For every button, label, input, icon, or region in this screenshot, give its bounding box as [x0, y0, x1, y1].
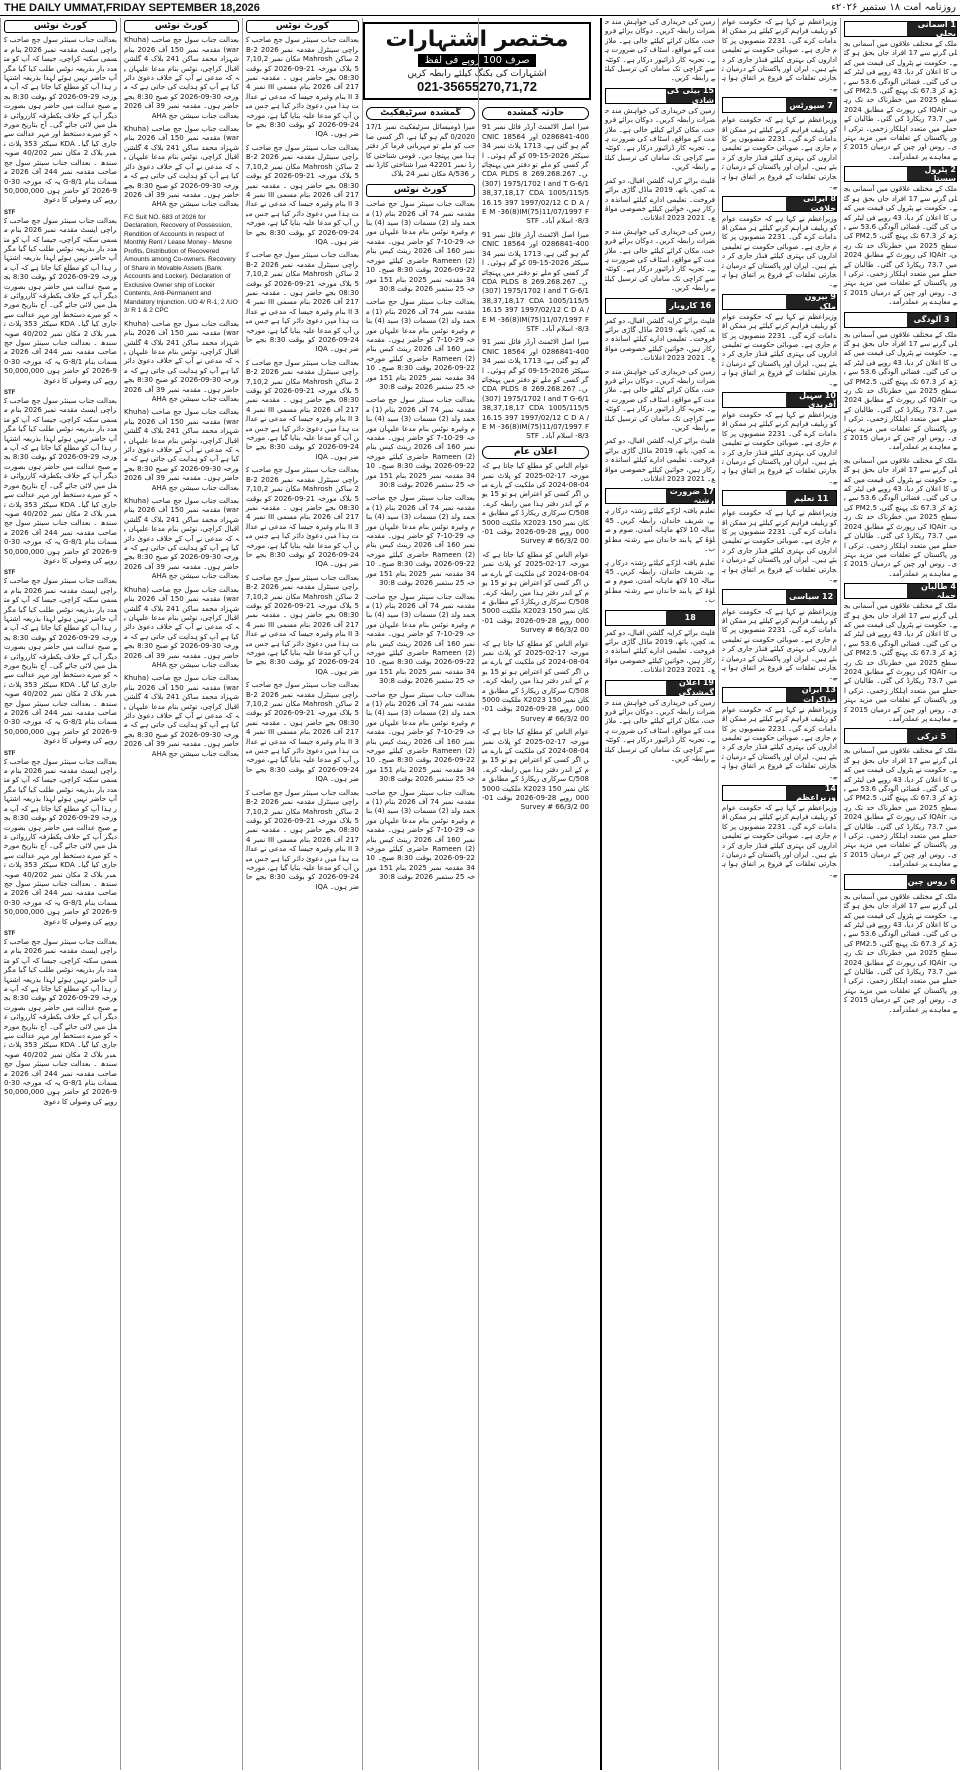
court-notice-text: بعدالت جناب سول جج صاحب (Khuhawar) مقدمہ نمبر 150 آف 2026 بنام شہزاد محمد ساکن 241 بلاک 4 گلشن اقبال کراچی، نوٹس بنام مدعا علیہان یہ کہ مدعی نے آپ کے خلاف دعویٰ دائر کیا ہے آپ کو ہدایت کی جاتی ہے کہ مورخہ 30-09-2026 کو صبح 8:30 بجے حاضر ہوں۔ مقدمہ نمبر 39 آف 2026 بعدالت جناب سیشن جج AHA — [124, 36, 240, 120]
masthead-english: THE DAILY UMMAT,FRIDAY SEPTEMBER 18,2026 — [4, 1, 260, 14]
news-text: وزیراعظم نے کہا ہے کہ حکومت عوام کو ریلیف فراہم کرنے کیلئے ہر ممکن اقدامات کرے گی۔ 2231 منصوبوں پر کام جاری ہے۔ صوبائی حکومت نے تعلیمی اداروں کی بہتری کیلئے فنڈز جاری کر دیئے ہیں۔ ایران اور پاکستان کے درمیان تجارتی تعلقات کے فروغ پر اتفاق ہوا ہے۔ — [722, 607, 837, 682]
news-text: وزیراعظم نے کہا ہے کہ حکومت عوام کو ریلیف فراہم کرنے کیلئے ہر ممکن اقدامات کرے گی۔ 2231 منصوبوں پر کام جاری ہے۔ صوبائی حکومت نے تعلیمی اداروں کی بہتری کیلئے فنڈز جاری کر دیئے ہیں۔ ایران اور پاکستان کے درمیان تجارتی تعلقات کے فروغ پر اتفاق ہوا ہے۔ — [722, 705, 837, 780]
court-notice-text: بعدالت جناب سینئر سول جج صاحب مقدمہ نمبر 74 آف 2026 بنام (1) محمد ولد (2) مسمات (3) سید (4) بنام وغیرہ نوٹس بنام مدعا علیہان مورخہ 29-10-7 کو حاضر ہوں۔ مقدمہ نمبر 160 آف 2026 رینٹ کیس بنام Rameen (2) حاضری کیلئے مورخہ 22-09-2026 بوقت 8:30 صبح۔ 1034 مقدمہ نمبر 2025 بنام 151 مورخہ 25 ستمبر 2026 بوقت 30:8 — [366, 592, 476, 686]
column-court-notices-1: کورٹ نوٹس بعدالت جناب سینئر سول جج صاحب کراچی ایسٹ مقدمہ نمبر 2026 بنام مسمی سکنہ کراچی، جیسا کہ آپ کو متعدد بار بذریعہ نوٹس طلب کیا گیا مگر آپ حاضر نہیں ہوئے لہذا بذریعہ اشتہار ہذا آپ کو مطلع کیا جاتا ہے کہ آپ مورخہ 29-09-2026 کو بوقت 8:30 بجے صبح عدالت میں حاضر ہوں بصورت دیگر آپ کے خلاف یکطرفہ کارروائی عمل میں لائی جائے گی۔ آج بتاریخ مورخہ کو میرے دستخط اور مہر عدالت سے جاری کیا گیا۔ KDA سیکٹر 353 پلاٹ نمبر بلاک 2 مکان نمبر 40/202 صوبہ سندھ ۔ بعدالت جناب سینئر سول جج صاحب مقدمہ نمبر 244 آف 2026 مسمات بنام G-8/1 یہ کہ مورخہ 30-09-2026 کو حاضر ہوں 50,000,000 روپے کی وصولی کا دعویٰ STF بعدالت جناب سینئر سول جج صاحب کراچی ایسٹ مقدمہ نمبر 2026 بنام مسمی سکنہ کراچی، جیسا کہ آپ کو متعدد بار بذریعہ نوٹس طلب کیا گیا مگر آپ حاضر نہیں ہوئے لہذا بذریعہ اشتہار ہذا آپ کو مطلع کیا جاتا ہے کہ آپ مورخہ 29-09-2026 کو بوقت 8:30 بجے صبح عدالت میں حاضر ہوں بصورت دیگر آپ کے خلاف یکطرفہ کارروائی عمل میں لائی جائے گی۔ آج بتاریخ مورخہ کو میرے دستخط اور مہر عدالت سے جاری کیا گیا۔ KDA سیکٹر 353 پلاٹ نمبر بلاک 2 مکان نمبر 40/202 صوبہ سندھ ۔ بعدالت جناب سینئر سول جج صاحب مقدمہ نمبر 244 آف 2026 مسمات بنام G-8/1 یہ کہ مورخہ 30-09-2026 کو حاضر ہوں 50,000,000 روپے کی وصولی کا دعویٰ STF بعدالت جناب سینئر سول جج صاحب کراچی ایسٹ مقدمہ نمبر 2026 بنام مسمی سکنہ کراچی، جیسا کہ آپ کو متعدد بار بذریعہ نوٹس طلب کیا گیا مگر آپ حاضر نہیں ہوئے لہذا بذریعہ اشتہار ہذا آپ کو مطلع کیا جاتا ہے کہ آپ مورخہ 29-09-2026 کو بوقت 8:30 بجے صبح عدالت میں حاضر ہوں بصورت دیگر آپ کے خلاف یکطرفہ کارروائی عمل میں لائی جائے گی۔ آج بتاریخ مورخہ کو میرے دستخط اور مہر عدالت سے جاری کیا گیا۔ KDA سیکٹر 353 پلاٹ نمبر بلاک 2 مکان نمبر 40/202 صوبہ سندھ ۔ بعدالت جناب سینئر سول جج صاحب مقدمہ نمبر 244 آف 2026 مسمات بنام G-8/1 یہ کہ مورخہ 30-09-2026 کو حاضر ہوں 50,000,000 روپے کی وصولی کا دعویٰ STF بعدالت جناب سینئر سول جج صاحب کراچی ایسٹ مقدمہ نمبر 2026 بنام مسمی سکنہ کراچی، جیسا کہ آپ کو متعدد بار بذریعہ نوٹس طلب کیا گیا مگر آپ حاضر نہیں ہوئے لہذا بذریعہ اشتہار ہذا آپ کو مطلع کیا جاتا ہے کہ آپ مورخہ 29-09-2026 کو بوقت 8:30 بجے صبح عدالت میں حاضر ہوں بصورت دیگر آپ کے خلاف یکطرفہ کارروائی عمل میں لائی جائے گی۔ آج بتاریخ مورخہ کو میرے دستخط اور مہر عدالت سے جاری کیا گیا۔ KDA سیکٹر 353 پلاٹ نمبر بلاک 2 مکان نمبر 40/202 صوبہ سندھ ۔ بعدالت جناب سینئر سول جج صاحب مقدمہ نمبر 244 آف 2026 مسمات بنام G-8/1 یہ کہ مورخہ 30-09-2026 کو حاضر ہوں 50,000,000 روپے کی وصولی کا دعویٰ STF بعدالت جناب سینئر سول جج صاحب کراچی ایسٹ مقدمہ نمبر 2026 بنام مسمی سکنہ کراچی، جیسا کہ آپ کو متعدد بار بذریعہ نوٹس طلب کیا گیا مگر آپ حاضر نہیں ہوئے لہذا بذریعہ اشتہار ہذا آپ کو مطلع کیا جاتا ہے کہ آپ مورخہ 29-09-2026 کو بوقت 8:30 بجے صبح عدالت میں حاضر ہوں بصورت دیگر آپ کے خلاف یکطرفہ کارروائی عمل میں لائی جائے گی۔ آج بتاریخ مورخہ کو میرے دستخط اور مہر عدالت سے جاری کیا گیا۔ KDA سیکٹر 353 پلاٹ نمبر بلاک 2 مکان نمبر 40/202 صوبہ سندھ ۔ بعدالت جناب سینئر سول جج صاحب مقدمہ نمبر 244 آف 2026 مسمات بنام G-8/1 یہ کہ مورخہ 30-09-2026 کو حاضر ہوں 50,000,000 روپے کی وصولی کا دعویٰ STF بعدالت جناب سینئر سول جج صاحب کراچی ایسٹ مقدمہ نمبر 2026 بنام مسمی سکنہ کراچی، جیسا کہ آپ کو متعدد بار بذریعہ نوٹس طلب کیا گیا مگر آپ حاضر نہیں ہوئے لہذا بذریعہ اشتہار ہذا آپ کو مطلع کیا جاتا ہے کہ آپ مورخہ 29-09-2026 کو بوقت 8:30 بجے صبح عدالت میں حاضر ہوں بصورت دیگر آپ کے خلاف یکطرفہ کارروائی عمل میں لائی جائے گی۔ آج بتاریخ مورخہ کو میرے دستخط اور مہر عدالت سے جاری کیا گیا۔ KDA سیکٹر 353 پلاٹ نمبر بلاک 2 مکان نمبر 40/202 صوبہ سندھ ۔ بعدالت جناب سینئر سول جج صاحب مقدمہ نمبر 244 آف 2026 مسمات بنام G-8/1 یہ کہ مورخہ 30-09-2026 کو حاضر ہوں 50,000,000 روپے کی وصولی کا دعویٰ — [0, 18, 120, 1770]
front-news-text: ملک کے مختلف علاقوں میں آسمانی بجلی گرنے سے 17 افراد جاں بحق ہو گئے۔ حکومت نے پٹرول کی قیمت میں کمی کا اعلان کر دیا، 43 روپے فی لیٹر کمی کی گئی۔ فضائی آلودگی 53.6 سے بڑھ کر 67.3 تک پہنچ گئی، PM2.5 کی سطح 2025 میں خطرناک حد تک رہی، IQAir کی رپورٹ کے مطابق 2024 میں 73.7 ریکارڈ کی گئی۔ طالبان کے حملے میں متعدد اہلکار زخمی۔ ترکی اور پاکستان کے تعلقات میں مزید بہتری۔ روس اور چین کے درمیان 2015 کے معاہدے پر عملدرآمد۔ — [844, 747, 958, 869]
column-court-notices-3 — [242, 18, 362, 1770]
section-header-13: 13 ایران مذاکرات — [722, 687, 837, 703]
court-notice-text: بعدالت جناب سول جج صاحب (Khuhawar) مقدمہ نمبر 150 آف 2026 بنام شہزاد محمد ساکن 241 بلاک 4 گلشن اقبال کراچی، نوٹس بنام مدعا علیہان یہ کہ مدعی نے آپ کے خلاف دعویٰ دائر کیا ہے آپ کو ہدایت کی جاتی ہے کہ مورخہ 30-09-2026 کو صبح 8:30 بجے حاضر ہوں۔ مقدمہ نمبر 39 آف 2026 بعدالت جناب سیشن جج AHA — [124, 674, 240, 758]
court-notice-text: بعدالت جناب سینئر سول جج صاحب کراچی سینٹرل مقدمہ نمبر 2026 B-22 ساکن Mahrosh مکان نمبر 7,10,25 بلاک مورخہ 21-09-2026 کو بوقت 08:30 بجے حاضر ہوں ۔ مقدمہ نمبر 217 آف 2026 بنام مسمی III نمبر 43 II بنام وغیرہ جیسا کہ مدعی نے عدالت ہذا میں دعویٰ دائر کیا ہے جس میں آپ کو مدعا علیہ بنایا گیا ہے، مورخہ 24-09-2026 کو بوقت 8:30 بجے حاضر ہوں۔ IQA — [246, 36, 360, 139]
section-header-11: 11 تعلیم — [722, 490, 837, 506]
public-notice-text: عوام الناس کو مطلع کیا جاتا ہے کہ مورخہ 17-02-2025 کو پلاٹ نمبر 04-08-2024 کی ملکیت کے بارے میں اگر کسی کو اعتراض ہو تو 15 یوم کے اندر دفتر ہذا میں رابطہ کرے۔ C/508 سرکاری ریکارڈ کے مطابق مکان نمبر 150 X2023 ملکیت 5000000 روپے 28-09-2026 بوقت 01-00 Survey # 66/3/2 — [482, 639, 589, 723]
court-notice-text: بعدالت جناب سینئر سول جج صاحب کراچی سینٹرل مقدمہ نمبر 2026 B-22 ساکن Mahrosh مکان نمبر 7,10,25 بلاک مورخہ 21-09-2026 کو بوقت 08:30 بجے حاضر ہوں ۔ مقدمہ نمبر 217 آف 2026 بنام مسمی III نمبر 43 II بنام وغیرہ جیسا کہ مدعی نے عدالت ہذا میں دعویٰ دائر کیا ہے جس میں آپ کو مدعا علیہ بنایا گیا ہے، مورخہ 24-09-2026 کو بوقت 8:30 بجے حاضر ہوں۔ IQA — [246, 358, 360, 461]
business-text: تعلیم یافتہ لڑکے کیلئے رشتہ درکار ہے، شریف خاندان، رابطہ کریں۔ 45 سالہ 10 لاکھ ماہانہ آمدن، صوم و صلوٰۃ کے پابند خاندان سے رشتہ مطلوب۔ — [605, 558, 715, 605]
court-notice-text: بعدالت جناب سینئر سول جج صاحب مقدمہ نمبر 74 آف 2026 بنام (1) محمد ولد (2) مسمات (3) سید (4) بنام وغیرہ نوٹس بنام مدعا علیہان مورخہ 29-10-7 کو حاضر ہوں۔ مقدمہ نمبر 160 آف 2026 رینٹ کیس بنام Rameen (2) حاضری کیلئے مورخہ 22-09-2026 بوقت 8:30 صبح۔ 1034 مقدمہ نمبر 2025 بنام 151 مورخہ 25 ستمبر 2026 بوقت 30:8 — [366, 788, 476, 882]
section-header-8: 8 ایرانی خلافت — [722, 196, 837, 212]
newspaper-page — [0, 18, 960, 1770]
section-header-6: 6 روس چین — [844, 874, 957, 890]
section-header-4: 4 طالبان حملہ — [844, 583, 957, 599]
front-news-text: ملک کے مختلف علاقوں میں آسمانی بجلی گرنے سے 17 افراد جاں بحق ہو گئے۔ حکومت نے پٹرول کی قیمت میں کمی کا اعلان کر دیا، 43 روپے فی لیٹر کمی کی گئی۔ فضائی آلودگی 53.6 سے بڑھ کر 67.3 تک پہنچ گئی، PM2.5 کی سطح 2025 میں خطرناک حد تک رہی، IQAir کی رپورٹ کے مطابق 2024 میں 73.7 ریکارڈ کی گئی۔ طالبان کے حملے میں متعدد اہلکار زخمی۔ ترکی اور پاکستان کے تعلقات میں مزید بہتری۔ روس اور چین کے درمیان 2015 کے معاہدے پر عملدرآمد۔ — [844, 892, 958, 1014]
public-notice-text: عوام الناس کو مطلع کیا جاتا ہے کہ مورخہ 17-02-2025 کو پلاٹ نمبر 04-08-2024 کی ملکیت کے بارے میں اگر کسی کو اعتراض ہو تو 15 یوم کے اندر دفتر ہذا میں رابطہ کرے۔ C/508 سرکاری ریکارڈ کے مطابق مکان نمبر 150 X2023 ملکیت 5000000 روپے 28-09-2026 بوقت 01-00 Survey # 66/3/2 — [482, 728, 589, 812]
business-text: زمین کی خریداری کی خواہش مند حضرات رابطہ کریں۔ دوکان برائے فروخت، مکان کرائے کیلئے خالی ہے۔ ملازمت کے مواقع، اسٹاف کی ضرورت ہے۔ تجربہ کار ڈرائیور درکار ہے۔ کوئٹہ سے کراچی تک سامان کی ترسیل کیلئے رابطہ کریں۔ — [605, 106, 715, 172]
court-notice-text: بعدالت جناب سینئر سول جج صاحب کراچی سینٹرل مقدمہ نمبر 2026 B-22 ساکن Mahrosh مکان نمبر 7,10,25 بلاک مورخہ 21-09-2026 کو بوقت 08:30 بجے حاضر ہوں ۔ مقدمہ نمبر 217 آف 2026 بنام مسمی III نمبر 43 II بنام وغیرہ جیسا کہ مدعی نے عدالت ہذا میں دعویٰ دائر کیا ہے جس میں آپ کو مدعا علیہ بنایا گیا ہے، مورخہ 24-09-2026 کو بوقت 8:30 بجے حاضر ہوں۔ IQA — [246, 681, 360, 784]
business-text: زمین کی خریداری کی خواہش مند حضرات رابطہ کریں۔ دوکان برائے فروخت، مکان کرائے کیلئے خالی ہے۔ ملازمت کے مواقع، اسٹاف کی ضرورت ہے۔ تجربہ کار ڈرائیور درکار ہے۔ کوئٹہ سے کراچی تک سامان کی ترسیل کیلئے رابطہ کریں۔ — [605, 227, 715, 293]
business-text: فلیٹ برائے کرایہ گلشن اقبال، دو کمرے، کچن، باتھ، 2019 ماڈل گاڑی برائے فروخت۔ تعلیمی ادارے کیلئے اساتذہ درکار ہیں، خواتین کیلئے خصوصی مواقع۔ 2021 2023 اعلانات۔ — [605, 628, 716, 675]
court-notice-text: بعدالت جناب سینئر سول جج صاحب کراچی ایسٹ مقدمہ نمبر 2026 بنام مسمی سکنہ کراچی، جیسا کہ آپ کو متعدد بار بذریعہ نوٹس طلب کیا گیا مگر آپ حاضر نہیں ہوئے لہذا بذریعہ اشتہار ہذا آپ کو مطلع کیا جاتا ہے کہ آپ مورخہ 29-09-2026 کو بوقت 8:30 بجے صبح عدالت میں حاضر ہوں بصورت دیگر آپ کے خلاف یکطرفہ کارروائی عمل میں لائی جائے گی۔ آج بتاریخ مورخہ کو میرے دستخط اور مہر عدالت سے جاری کیا گیا۔ KDA سیکٹر 353 پلاٹ نمبر بلاک 2 مکان نمبر 40/202 صوبہ سندھ ۔ بعدالت جناب سینئر سول جج صاحب مقدمہ نمبر 244 آف 2026 مسمات بنام G-8/1 یہ کہ مورخہ 30-09-2026 کو حاضر ہوں 50,000,000 روپے کی وصولی کا دعویٰ — [4, 577, 118, 746]
court-notice-text: بعدالت جناب سینئر سول جج صاحب کراچی سینٹرل مقدمہ نمبر 2026 B-22 ساکن Mahrosh مکان نمبر 7,10,25 بلاک مورخہ 21-09-2026 کو بوقت 08:30 بجے حاضر ہوں ۔ مقدمہ نمبر 217 آف 2026 بنام مسمی III نمبر 43 II بنام وغیرہ جیسا کہ مدعی نے عدالت ہذا میں دعویٰ دائر کیا ہے جس میں آپ کو مدعا علیہ بنایا گیا ہے، مورخہ 24-09-2026 کو بوقت 8:30 بجے حاضر ہوں۔ IQA — [246, 788, 360, 891]
lost-text: میرا اصل الاٹمنٹ آرڈر فائل نمبر 91400-0286841 اور CNIC 18564 گم ہو گئی ہے، 1713 پلاٹ نمبر 34 سیکٹر 2026-15-09 کو گم ہوئی۔ اگر کسی کو ملے تو دفتر میں پہنچائیں۔ 269.268.267 CDA PLDS 8(307) 1975/1702 I and T G-6/1 38,37,18,17 CDA 1005/115/5 16.15 397 1997/02/12 C D A / E M -36(8)IM(75)11/07/1997 F-8/3 اسلام آباد۔ STF — [482, 338, 590, 441]
column-business — [600, 18, 718, 1770]
public-notice-text: عوام الناس کو مطلع کیا جاتا ہے کہ مورخہ 17-02-2025 کو پلاٹ نمبر 04-08-2024 کی ملکیت کے بارے میں اگر کسی کو اعتراض ہو تو 15 یوم کے اندر دفتر ہذا میں رابطہ کرے۔ C/508 سرکاری ریکارڈ کے مطابق مکان نمبر 150 X2023 ملکیت 5000000 روپے 28-09-2026 بوقت 01-00 Survey # 66/3/2 — [482, 550, 589, 635]
section-header-2: 2 پٹرول سستا — [844, 166, 957, 182]
court-notice-text: بعدالت جناب سول جج صاحب (Khuhawar) مقدمہ نمبر 150 آف 2026 بنام شہزاد محمد ساکن 241 بلاک 4 گلشن اقبال کراچی، نوٹس بنام مدعا علیہان یہ کہ مدعی نے آپ کے خلاف دعویٰ دائر کیا ہے آپ کو ہدایت کی جاتی ہے کہ مورخہ 30-09-2026 کو صبح 8:30 بجے حاضر ہوں۔ مقدمہ نمبر 39 آف 2026 بعدالت جناب سیشن جج AHA — [124, 497, 240, 581]
classified-title: مختصر اشتہارات — [385, 27, 569, 52]
business-text: فلیٹ برائے کرایہ گلشن اقبال، دو کمرے، کچن، باتھ، 2019 ماڈل گاڑی برائے فروخت۔ تعلیمی ادارے کیلئے اساتذہ درکار ہیں، خواتین کیلئے خصوصی مواقع۔ 2021 2023 اعلانات۔ — [605, 176, 716, 223]
court-notice-text: بعدالت جناب سینئر سول جج صاحب کراچی ایسٹ مقدمہ نمبر 2026 بنام مسمی سکنہ کراچی، جیسا کہ آپ کو متعدد بار بذریعہ نوٹس طلب کیا گیا مگر آپ حاضر نہیں ہوئے لہذا بذریعہ اشتہار ہذا آپ کو مطلع کیا جاتا ہے کہ آپ مورخہ 29-09-2026 کو بوقت 8:30 بجے صبح عدالت میں حاضر ہوں بصورت دیگر آپ کے خلاف یکطرفہ کارروائی عمل میں لائی جائے گی۔ آج بتاریخ مورخہ کو میرے دستخط اور مہر عدالت سے جاری کیا گیا۔ KDA سیکٹر 353 پلاٹ نمبر بلاک 2 مکان نمبر 40/202 صوبہ سندھ ۔ بعدالت جناب سینئر سول جج صاحب مقدمہ نمبر 244 آف 2026 مسمات بنام G-8/1 یہ کہ مورخہ 30-09-2026 کو حاضر ہوں 50,000,000 روپے کی وصولی کا دعویٰ — [4, 937, 118, 1106]
section-header-5: 5 ترکی — [844, 728, 957, 744]
lost-text: میرا اصل الاٹمنٹ آرڈر فائل نمبر 91400-0286841 اور CNIC 18564 گم ہو گئی ہے، 1713 پلاٹ نمبر 34 سیکٹر 2026-15-09 کو گم ہوئی۔ اگر کسی کو ملے تو دفتر میں پہنچائیں۔ 269.268.267 CDA PLDS 8(307) 1975/1702 I and T G-6/1 38,37,18,17 CDA 1005/115/5 16.15 397 1997/02/12 C D A / E M -36(8)IM(75)11/07/1997 F-8/3 اسلام آباد۔ STF — [482, 230, 590, 333]
column-classified-1 — [362, 18, 478, 1770]
section-header-12: 12 سیاسی — [722, 589, 837, 605]
classified-contact: اشتہارات کی بکنگ کیلئے رابطہ کریں — [407, 69, 547, 79]
section-header-15: 15 بیٹی کی شادی — [605, 88, 715, 104]
news-text: وزیراعظم نے کہا ہے کہ حکومت عوام کو ریلیف فراہم کرنے کیلئے ہر ممکن اقدامات کرے گی۔ 2231 منصوبوں پر کام جاری ہے۔ صوبائی حکومت نے تعلیمی اداروں کی بہتری کیلئے فنڈز جاری کر دیئے ہیں۔ ایران اور پاکستان کے درمیان تجارتی تعلقات کے فروغ پر اتفاق ہوا ہے۔ — [722, 214, 837, 289]
section-header-18: 18 — [605, 610, 715, 626]
court-notice-text: بعدالت جناب سول جج صاحب (Khuhawar) مقدمہ نمبر 150 آف 2026 بنام شہزاد محمد ساکن 241 بلاک 4 گلشن اقبال کراچی، نوٹس بنام مدعا علیہان یہ کہ مدعی نے آپ کے خلاف دعویٰ دائر کیا ہے آپ کو ہدایت کی جاتی ہے کہ مورخہ 30-09-2026 کو صبح 8:30 بجے حاضر ہوں۔ مقدمہ نمبر 39 آف 2026 بعدالت جناب سیشن جج AHA — [124, 585, 240, 669]
court-notice-text: بعدالت جناب سینئر سول جج صاحب مقدمہ نمبر 74 آف 2026 بنام (1) محمد ولد (2) مسمات (3) سید (4) بنام وغیرہ نوٹس بنام مدعا علیہان مورخہ 29-10-7 کو حاضر ہوں۔ مقدمہ نمبر 160 آف 2026 رینٹ کیس بنام Rameen (2) حاضری کیلئے مورخہ 22-09-2026 بوقت 8:30 صبح۔ 1034 مقدمہ نمبر 2025 بنام 151 مورخہ 25 ستمبر 2026 بوقت 30:8 — [366, 200, 476, 293]
court-notice-text: بعدالت جناب سینئر سول جج صاحب مقدمہ نمبر 74 آف 2026 بنام (1) محمد ولد (2) مسمات (3) سید (4) بنام وغیرہ نوٹس بنام مدعا علیہان مورخہ 29-10-7 کو حاضر ہوں۔ مقدمہ نمبر 160 آف 2026 رینٹ کیس بنام Rameen (2) حاضری کیلئے مورخہ 22-09-2026 بوقت 8:30 صبح۔ 1034 مقدمہ نمبر 2025 بنام 151 مورخہ 25 ستمبر 2026 بوقت 30:8 — [366, 396, 476, 490]
court-notice-header: کورٹ نوٹس — [246, 20, 359, 33]
front-news-text: ملک کے مختلف علاقوں میں آسمانی بجلی گرنے سے 17 افراد جاں بحق ہو گئے۔ حکومت نے پٹرول کی قیمت میں کمی کا اعلان کر دیا، 43 روپے فی لیٹر کمی کی گئی۔ فضائی آلودگی 53.6 سے بڑھ کر 67.3 تک پہنچ گئی، PM2.5 کی سطح 2025 میں خطرناک حد تک رہی، IQAir کی رپورٹ کے مطابق 2024 میں 73.7 ریکارڈ کی گئی۔ طالبان کے حملے میں متعدد اہلکار زخمی۔ ترکی اور پاکستان کے تعلقات میں مزید بہتری۔ روس اور چین کے درمیان 2015 کے معاہدے پر عملدرآمد۔ — [844, 40, 958, 161]
news-text: وزیراعظم نے کہا ہے کہ حکومت عوام کو ریلیف فراہم کرنے کیلئے ہر ممکن اقدامات کرے گی۔ 2231 منصوبوں پر کام جاری ہے۔ صوبائی حکومت نے تعلیمی اداروں کی بہتری کیلئے فنڈز جاری کر دیئے ہیں۔ ایران اور پاکستان کے درمیان تجارتی تعلقات کے فروغ پر اتفاق ہوا ہے۔ — [722, 804, 837, 878]
front-news-text: ملک کے مختلف علاقوں میں آسمانی بجلی گرنے سے 17 افراد جاں بحق ہو گئے۔ حکومت نے پٹرول کی قیمت میں کمی کا اعلان کر دیا، 43 روپے فی لیٹر کمی کی گئی۔ فضائی آلودگی 53.6 سے بڑھ کر 67.3 تک پہنچ گئی، PM2.5 کی سطح 2025 میں خطرناک حد تک رہی، IQAir کی رپورٹ کے مطابق 2024 میں 73.7 ریکارڈ کی گئی۔ طالبان کے حملے میں متعدد اہلکار زخمی۔ ترکی اور پاکستان کے تعلقات میں مزید بہتری۔ روس اور چین کے درمیان 2015 کے معاہدے پر عملدرآمد۔ — [844, 456, 958, 578]
lost-text: میرا اصل الاٹمنٹ آرڈر فائل نمبر 91400-0286841 اور CNIC 18564 گم ہو گئی ہے، 1713 پلاٹ نمبر 34 سیکٹر 2026-15-09 کو گم ہوئی۔ اگر کسی کو ملے تو دفتر میں پہنچائیں۔ 269.268.267 CDA PLDS 8(307) 1975/1702 I and T G-6/1 38,37,18,17 CDA 1005/115/5 16.15 397 1997/02/12 C D A / E M -36(8)IM(75)11/07/1997 F-8/3 اسلام آباد۔ STF — [482, 123, 590, 226]
section-header-16: 16 کاروبار — [605, 298, 715, 314]
news-text: وزیراعظم نے کہا ہے کہ حکومت عوام کو ریلیف فراہم کرنے کیلئے ہر ممکن اقدامات کرے گی۔ 2231 منصوبوں پر کام جاری ہے۔ صوبائی حکومت نے تعلیمی اداروں کی بہتری کیلئے فنڈز جاری کر دیئے ہیں۔ ایران اور پاکستان کے درمیان تجارتی تعلقات کے فروغ پر اتفاق ہوا ہے۔ — [722, 411, 837, 485]
public-notice-header: اعلان عام — [482, 446, 589, 459]
court-notice-text: بعدالت جناب سینئر سول جج صاحب مقدمہ نمبر 74 آف 2026 بنام (1) محمد ولد (2) مسمات (3) سید (4) بنام وغیرہ نوٹس بنام مدعا علیہان مورخہ 29-10-7 کو حاضر ہوں۔ مقدمہ نمبر 160 آف 2026 رینٹ کیس بنام Rameen (2) حاضری کیلئے مورخہ 22-09-2026 بوقت 8:30 صبح۔ 1034 مقدمہ نمبر 2025 بنام 151 مورخہ 25 ستمبر 2026 بوقت 30:8 — [366, 298, 476, 391]
court-notice-text: بعدالت جناب سینئر سول جج صاحب مقدمہ نمبر 74 آف 2026 بنام (1) محمد ولد (2) مسمات (3) سید (4) بنام وغیرہ نوٹس بنام مدعا علیہان مورخہ 29-10-7 کو حاضر ہوں۔ مقدمہ نمبر 160 آف 2026 رینٹ کیس بنام Rameen (2) حاضری کیلئے مورخہ 22-09-2026 بوقت 8:30 صبح۔ 1034 مقدمہ نمبر 2025 بنام 151 مورخہ 25 ستمبر 2026 بوقت 30:8 — [366, 690, 476, 784]
section-header-1: 1 آسمانی بجلی — [844, 21, 957, 37]
classified-phone: 021-35655270,71,72 — [417, 79, 538, 94]
column-front-news — [840, 18, 960, 1770]
masthead-urdu: روزنامہ امت ۱۸ ستمبر ۲۰۲۶ء — [831, 2, 956, 13]
front-news-text: ملک کے مختلف علاقوں میں آسمانی بجلی گرنے سے 17 افراد جاں بحق ہو گئے۔ حکومت نے پٹرول کی قیمت میں کمی کا اعلان کر دیا، 43 روپے فی لیٹر کمی کی گئی۔ فضائی آلودگی 53.6 سے بڑھ کر 67.3 تک پہنچ گئی، PM2.5 کی سطح 2025 میں خطرناک حد تک رہی، IQAir کی رپورٹ کے مطابق 2024 میں 73.7 ریکارڈ کی گئی۔ طالبان کے حملے میں متعدد اہلکار زخمی۔ ترکی اور پاکستان کے تعلقات میں مزید بہتری۔ روس اور چین کے درمیان 2015 کے معاہدے پر عملدرآمد۔ — [844, 330, 958, 452]
section-header-3: 3 آلودگی — [844, 312, 957, 328]
news-text: وزیراعظم نے کہا ہے کہ حکومت عوام کو ریلیف فراہم کرنے کیلئے ہر ممکن اقدامات کرے گی۔ 2231 منصوبوں پر کام جاری ہے۔ صوبائی حکومت نے تعلیمی اداروں کی بہتری کیلئے فنڈز جاری کر دیئے ہیں۔ ایران اور پاکستان کے درمیان تجارتی تعلقات کے فروغ پر اتفاق ہوا ہے۔ — [722, 116, 837, 191]
court-notice-text: بعدالت جناب سینئر سول جج صاحب کراچی سینٹرل مقدمہ نمبر 2026 B-22 ساکن Mahrosh مکان نمبر 7,10,25 بلاک مورخہ 21-09-2026 کو بوقت 08:30 بجے حاضر ہوں ۔ مقدمہ نمبر 217 آف 2026 بنام مسمی III نمبر 43 II بنام وغیرہ جیسا کہ مدعی نے عدالت ہذا میں دعویٰ دائر کیا ہے جس میں آپ کو مدعا علیہ بنایا گیا ہے، مورخہ 24-09-2026 کو بوقت 8:30 بجے حاضر ہوں۔ IQA — [246, 573, 360, 676]
lost-header: حادثہ گمشدہ — [482, 107, 589, 120]
court-notice-text: بعدالت جناب سول جج صاحب (Khuhawar) مقدمہ نمبر 150 آف 2026 بنام شہزاد محمد ساکن 241 بلاک 4 گلشن اقبال کراچی، نوٹس بنام مدعا علیہان یہ کہ مدعی نے آپ کے خلاف دعویٰ دائر کیا ہے آپ کو ہدایت کی جاتی ہے کہ مورخہ 30-09-2026 کو صبح 8:30 بجے حاضر ہوں۔ مقدمہ نمبر 39 آف 2026 بعدالت جناب سیشن جج AHA — [124, 319, 240, 403]
front-news-text: ملک کے مختلف علاقوں میں آسمانی بجلی گرنے سے 17 افراد جاں بحق ہو گئے۔ حکومت نے پٹرول کی قیمت میں کمی کا اعلان کر دیا، 43 روپے فی لیٹر کمی کی گئی۔ فضائی آلودگی 53.6 سے بڑھ کر 67.3 تک پہنچ گئی، PM2.5 کی سطح 2025 میں خطرناک حد تک رہی، IQAir کی رپورٹ کے مطابق 2024 میں 73.7 ریکارڈ کی گئی۔ طالبان کے حملے میں متعدد اہلکار زخمی۔ ترکی اور پاکستان کے تعلقات میں مزید بہتری۔ روس اور چین کے درمیان 2015 کے معاہدے پر عملدرآمد۔ — [844, 602, 958, 723]
business-text: فلیٹ برائے کرایہ گلشن اقبال، دو کمرے، کچن، باتھ، 2019 ماڈل گاڑی برائے فروخت۔ تعلیمی ادارے کیلئے اساتذہ درکار ہیں، خواتین کیلئے خصوصی مواقع۔ 2021 2023 اعلانات۔ — [605, 437, 716, 484]
news-text: وزیراعظم نے کہا ہے کہ حکومت عوام کو ریلیف فراہم کرنے کیلئے ہر ممکن اقدامات کرے گی۔ 2231 منصوبوں پر کام جاری ہے۔ صوبائی حکومت نے تعلیمی اداروں کی بہتری کیلئے فنڈز جاری کر دیئے ہیں۔ ایران اور پاکستان کے درمیان تجارتی تعلقات کے فروغ پر اتفاق ہوا ہے۔ — [722, 312, 837, 387]
classified-rate: صرف 100 روپے فی لفظ — [418, 54, 535, 67]
court-notice-text: بعدالت جناب سینئر سول جج صاحب کراچی ایسٹ مقدمہ نمبر 2026 بنام مسمی سکنہ کراچی، جیسا کہ آپ کو متعدد بار بذریعہ نوٹس طلب کیا گیا مگر آپ حاضر نہیں ہوئے لہذا بذریعہ اشتہار ہذا آپ کو مطلع کیا جاتا ہے کہ آپ مورخہ 29-09-2026 کو بوقت 8:30 بجے صبح عدالت میں حاضر ہوں بصورت دیگر آپ کے خلاف یکطرفہ کارروائی عمل میں لائی جائے گی۔ آج بتاریخ مورخہ کو میرے دستخط اور مہر عدالت سے جاری کیا گیا۔ KDA سیکٹر 353 پلاٹ نمبر بلاک 2 مکان نمبر 40/202 صوبہ سندھ ۔ بعدالت جناب سینئر سول جج صاحب مقدمہ نمبر 244 آف 2026 مسمات بنام G-8/1 یہ کہ مورخہ 30-09-2026 کو حاضر ہوں 50,000,000 روپے کی وصولی کا دعویٰ — [4, 36, 118, 205]
section-header-10: 10 سہیل آفریدی — [722, 392, 837, 408]
court-notice-text: بعدالت جناب سول جج صاحب (Khuhawar) مقدمہ نمبر 150 آف 2026 بنام شہزاد محمد ساکن 241 بلاک 4 گلشن اقبال کراچی، نوٹس بنام مدعا علیہان یہ کہ مدعی نے آپ کے خلاف دعویٰ دائر کیا ہے آپ کو ہدایت کی جاتی ہے کہ مورخہ 30-09-2026 کو صبح 8:30 بجے حاضر ہوں۔ مقدمہ نمبر 39 آف 2026 بعدالت جناب سیشن جج AHA — [124, 408, 240, 492]
suit-english-text: F.C Suit NO. 683 of 2026 for Declaration, Recovery of Possession, Rendition of Accounts in respect of Monthly Rent / Lease Money - Mesne Profits, Distribution of Recovered Amounts among Co-owners. Recovery of Share in Movable Assets (Bank Accounts and Locker). Declaration of Exclusive Owner ship of Locker Contents, Anti-Permanent and Mandatory Injunction. UO 4/ R-1, 2 /UO 3/ R 1 & 2 CPC — [124, 213, 238, 315]
business-text: زمین کی خریداری کی خواہش مند حضرات رابطہ کریں۔ دوکان برائے فروخت، مکان کرائے کیلئے خالی ہے۔ ملازمت کے مواقع، اسٹاف کی ضرورت ہے۔ تجربہ کار ڈرائیور درکار ہے۔ کوئٹہ سے کراچی تک سامان کی ترسیل کیلئے رابطہ کریں۔ — [605, 18, 715, 83]
lost-certificate-text: میرا ڈومیسائل سرٹیفکیٹ نمبر 17/10/2020 گم ہو گیا ہے، اگر کسی صاحب کو ملے تو مہربانی فرما کر دفتر ہذا میں پہنچا دیں۔ قومی شناختی کارڈ نمبر 42201 میرا شناختی کارڈ نمبر A/536 مکان نمبر 24 بلاک — [366, 123, 476, 179]
news-text: وزیراعظم نے کہا ہے کہ حکومت عوام کو ریلیف فراہم کرنے کیلئے ہر ممکن اقدامات کرے گی۔ 2231 منصوبوں پر کام جاری ہے۔ صوبائی حکومت نے تعلیمی اداروں کی بہتری کیلئے فنڈز جاری کر دیئے ہیں۔ ایران اور پاکستان کے درمیان تجارتی تعلقات کے فروغ پر اتفاق ہوا ہے۔ — [722, 18, 837, 92]
court-notice-text: بعدالت جناب سینئر سول جج صاحب مقدمہ نمبر 74 آف 2026 بنام (1) محمد ولد (2) مسمات (3) سید (4) بنام وغیرہ نوٹس بنام مدعا علیہان مورخہ 29-10-7 کو حاضر ہوں۔ مقدمہ نمبر 160 آف 2026 رینٹ کیس بنام Rameen (2) حاضری کیلئے مورخہ 22-09-2026 بوقت 8:30 صبح۔ 1034 مقدمہ نمبر 2025 بنام 151 مورخہ 25 ستمبر 2026 بوقت 30:8 — [366, 494, 476, 588]
court-notice-text: بعدالت جناب سینئر سول جج صاحب کراچی ایسٹ مقدمہ نمبر 2026 بنام مسمی سکنہ کراچی، جیسا کہ آپ کو متعدد بار بذریعہ نوٹس طلب کیا گیا مگر آپ حاضر نہیں ہوئے لہذا بذریعہ اشتہار ہذا آپ کو مطلع کیا جاتا ہے کہ آپ مورخہ 29-09-2026 کو بوقت 8:30 بجے صبح عدالت میں حاضر ہوں بصورت دیگر آپ کے خلاف یکطرفہ کارروائی عمل میں لائی جائے گی۔ آج بتاریخ مورخہ کو میرے دستخط اور مہر عدالت سے جاری کیا گیا۔ KDA سیکٹر 353 پلاٹ نمبر بلاک 2 مکان نمبر 40/202 صوبہ سندھ ۔ بعدالت جناب سینئر سول جج صاحب مقدمہ نمبر 244 آف 2026 مسمات بنام G-8/1 یہ کہ مورخہ 30-09-2026 کو حاضر ہوں 50,000,000 روپے کی وصولی کا دعویٰ — [4, 757, 118, 926]
business-text: فلیٹ برائے کرایہ گلشن اقبال، دو کمرے، کچن، باتھ، 2019 ماڈل گاڑی برائے فروخت۔ تعلیمی ادارے کیلئے اساتذہ درکار ہیں، خواتین کیلئے خصوصی مواقع۔ 2021 2023 اعلانات۔ — [605, 316, 716, 363]
column-news — [718, 18, 840, 1770]
court-notice-header: کورٹ نوٹس — [124, 20, 239, 33]
business-text: تعلیم یافتہ لڑکے کیلئے رشتہ درکار ہے، شریف خاندان، رابطہ کریں۔ 45 سالہ 10 لاکھ ماہانہ آمدن، صوم و صلوٰۃ کے پابند خاندان سے رشتہ مطلوب۔ — [605, 507, 715, 554]
section-header-9: 9 بیرون ملک — [722, 294, 837, 310]
business-text: زمین کی خریداری کی خواہش مند حضرات رابطہ کریں۔ دوکان برائے فروخت، مکان کرائے کیلئے خالی ہے۔ ملازمت کے مواقع، اسٹاف کی ضرورت ہے۔ تجربہ کار ڈرائیور درکار ہے۔ کوئٹہ سے کراچی تک سامان کی ترسیل کیلئے رابطہ کریں۔ — [605, 367, 715, 433]
court-notice-text: بعدالت جناب سینئر سول جج صاحب کراچی سینٹرل مقدمہ نمبر 2026 B-22 ساکن Mahrosh مکان نمبر 7,10,25 بلاک مورخہ 21-09-2026 کو بوقت 08:30 بجے حاضر ہوں ۔ مقدمہ نمبر 217 آف 2026 بنام مسمی III نمبر 43 II بنام وغیرہ جیسا کہ مدعی نے عدالت ہذا میں دعویٰ دائر کیا ہے جس میں آپ کو مدعا علیہ بنایا گیا ہے، مورخہ 24-09-2026 کو بوقت 8:30 بجے حاضر ہوں۔ IQA — [246, 251, 360, 354]
masthead — [0, 0, 960, 16]
section-header-7: 7 سپورٹس — [722, 97, 837, 113]
court-notice-text: بعدالت جناب سینئر سول جج صاحب کراچی سینٹرل مقدمہ نمبر 2026 B-22 ساکن Mahrosh مکان نمبر 7,10,25 بلاک مورخہ 21-09-2026 کو بوقت 08:30 بجے حاضر ہوں ۔ مقدمہ نمبر 217 آف 2026 بنام مسمی III نمبر 43 II بنام وغیرہ جیسا کہ مدعی نے عدالت ہذا میں دعویٰ دائر کیا ہے جس میں آپ کو مدعا علیہ بنایا گیا ہے، مورخہ 24-09-2026 کو بوقت 8:30 بجے حاضر ہوں۔ IQA — [246, 466, 360, 569]
column-court-notices-2 — [120, 18, 242, 1770]
lost-certificate-header: گمشدہ سرٹیفکیٹ — [366, 107, 475, 120]
news-text: وزیراعظم نے کہا ہے کہ حکومت عوام کو ریلیف فراہم کرنے کیلئے ہر ممکن اقدامات کرے گی۔ 2231 منصوبوں پر کام جاری ہے۔ صوبائی حکومت نے تعلیمی اداروں کی بہتری کیلئے فنڈز جاری کر دیئے ہیں۔ ایران اور پاکستان کے درمیان تجارتی تعلقات کے فروغ پر اتفاق ہوا ہے۔ — [722, 509, 837, 584]
column-classified-2 — [478, 18, 592, 1770]
section-header-14: 14 وزیراعظم — [722, 785, 837, 801]
court-notice-text: بعدالت جناب سول جج صاحب (Khuhawar) مقدمہ نمبر 150 آف 2026 بنام شہزاد محمد ساکن 241 بلاک 4 گلشن اقبال کراچی، نوٹس بنام مدعا علیہان یہ کہ مدعی نے آپ کے خلاف دعویٰ دائر کیا ہے آپ کو ہدایت کی جاتی ہے کہ مورخہ 30-09-2026 کو صبح 8:30 بجے حاضر ہوں۔ مقدمہ نمبر 39 آف 2026 بعدالت جناب سیشن جج AHA — [124, 125, 240, 209]
front-news-text: ملک کے مختلف علاقوں میں آسمانی بجلی گرنے سے 17 افراد جاں بحق ہو گئے۔ حکومت نے پٹرول کی قیمت میں کمی کا اعلان کر دیا، 43 روپے فی لیٹر کمی کی گئی۔ فضائی آلودگی 53.6 سے بڑھ کر 67.3 تک پہنچ گئی، PM2.5 کی سطح 2025 میں خطرناک حد تک رہی، IQAir کی رپورٹ کے مطابق 2024 میں 73.7 ریکارڈ کی گئی۔ طالبان کے حملے میں متعدد اہلکار زخمی۔ ترکی اور پاکستان کے تعلقات میں مزید بہتری۔ روس اور چین کے درمیان 2015 کے معاہدے پر عملدرآمد۔ — [844, 185, 958, 307]
court-notice-text: بعدالت جناب سینئر سول جج صاحب کراچی ایسٹ مقدمہ نمبر 2026 بنام مسمی سکنہ کراچی، جیسا کہ آپ کو متعدد بار بذریعہ نوٹس طلب کیا گیا مگر آپ حاضر نہیں ہوئے لہذا بذریعہ اشتہار ہذا آپ کو مطلع کیا جاتا ہے کہ آپ مورخہ 29-09-2026 کو بوقت 8:30 بجے صبح عدالت میں حاضر ہوں بصورت دیگر آپ کے خلاف یکطرفہ کارروائی عمل میں لائی جائے گی۔ آج بتاریخ مورخہ کو میرے دستخط اور مہر عدالت سے جاری کیا گیا۔ KDA سیکٹر 353 پلاٹ نمبر بلاک 2 مکان نمبر 40/202 صوبہ سندھ ۔ بعدالت جناب سینئر سول جج صاحب مقدمہ نمبر 244 آف 2026 مسمات بنام G-8/1 یہ کہ مورخہ 30-09-2026 کو حاضر ہوں 50,000,000 روپے کی وصولی کا دعویٰ — [4, 216, 118, 385]
court-notice-text: بعدالت جناب سینئر سول جج صاحب کراچی سینٹرل مقدمہ نمبر 2026 B-22 ساکن Mahrosh مکان نمبر 7,10,25 بلاک مورخہ 21-09-2026 کو بوقت 08:30 بجے حاضر ہوں ۔ مقدمہ نمبر 217 آف 2026 بنام مسمی III نمبر 43 II بنام وغیرہ جیسا کہ مدعی نے عدالت ہذا میں دعویٰ دائر کیا ہے جس میں آپ کو مدعا علیہ بنایا گیا ہے، مورخہ 24-09-2026 کو بوقت 8:30 بجے حاضر ہوں۔ IQA — [246, 143, 360, 246]
section-header-17: 17 ضرورت رشتہ — [605, 488, 715, 504]
public-notice-text: عوام الناس کو مطلع کیا جاتا ہے کہ مورخہ 17-02-2025 کو پلاٹ نمبر 04-08-2024 کی ملکیت کے بارے میں اگر کسی کو اعتراض ہو تو 15 یوم کے اندر دفتر ہذا میں رابطہ کرے۔ C/508 سرکاری ریکارڈ کے مطابق مکان نمبر 150 X2023 ملکیت 5000000 روپے 28-09-2026 بوقت 01-00 Survey # 66/3/2 — [482, 462, 589, 546]
court-notice-text: بعدالت جناب سینئر سول جج صاحب کراچی ایسٹ مقدمہ نمبر 2026 بنام مسمی سکنہ کراچی، جیسا کہ آپ کو متعدد بار بذریعہ نوٹس طلب کیا گیا مگر آپ حاضر نہیں ہوئے لہذا بذریعہ اشتہار ہذا آپ کو مطلع کیا جاتا ہے کہ آپ مورخہ 29-09-2026 کو بوقت 8:30 بجے صبح عدالت میں حاضر ہوں بصورت دیگر آپ کے خلاف یکطرفہ کارروائی عمل میں لائی جائے گی۔ آج بتاریخ مورخہ کو میرے دستخط اور مہر عدالت سے جاری کیا گیا۔ KDA سیکٹر 353 پلاٹ نمبر بلاک 2 مکان نمبر 40/202 صوبہ سندھ ۔ بعدالت جناب سینئر سول جج صاحب مقدمہ نمبر 244 آف 2026 مسمات بنام G-8/1 یہ کہ مورخہ 30-09-2026 کو حاضر ہوں 50,000,000 روپے کی وصولی کا دعویٰ — [4, 397, 118, 565]
section-header-19: 19 اعلان گمشدگی — [605, 680, 715, 696]
court-notice-header: کورٹ نوٹس — [4, 20, 117, 33]
business-text: زمین کی خریداری کی خواہش مند حضرات رابطہ کریں۔ دوکان برائے فروخت، مکان کرائے کیلئے خالی ہے۔ ملازمت کے مواقع، اسٹاف کی ضرورت ہے۔ تجربہ کار ڈرائیور درکار ہے۔ کوئٹہ سے کراچی تک سامان کی ترسیل کیلئے رابطہ کریں۔ — [605, 698, 715, 763]
court-notice-header: کورٹ نوٹس — [366, 184, 475, 197]
